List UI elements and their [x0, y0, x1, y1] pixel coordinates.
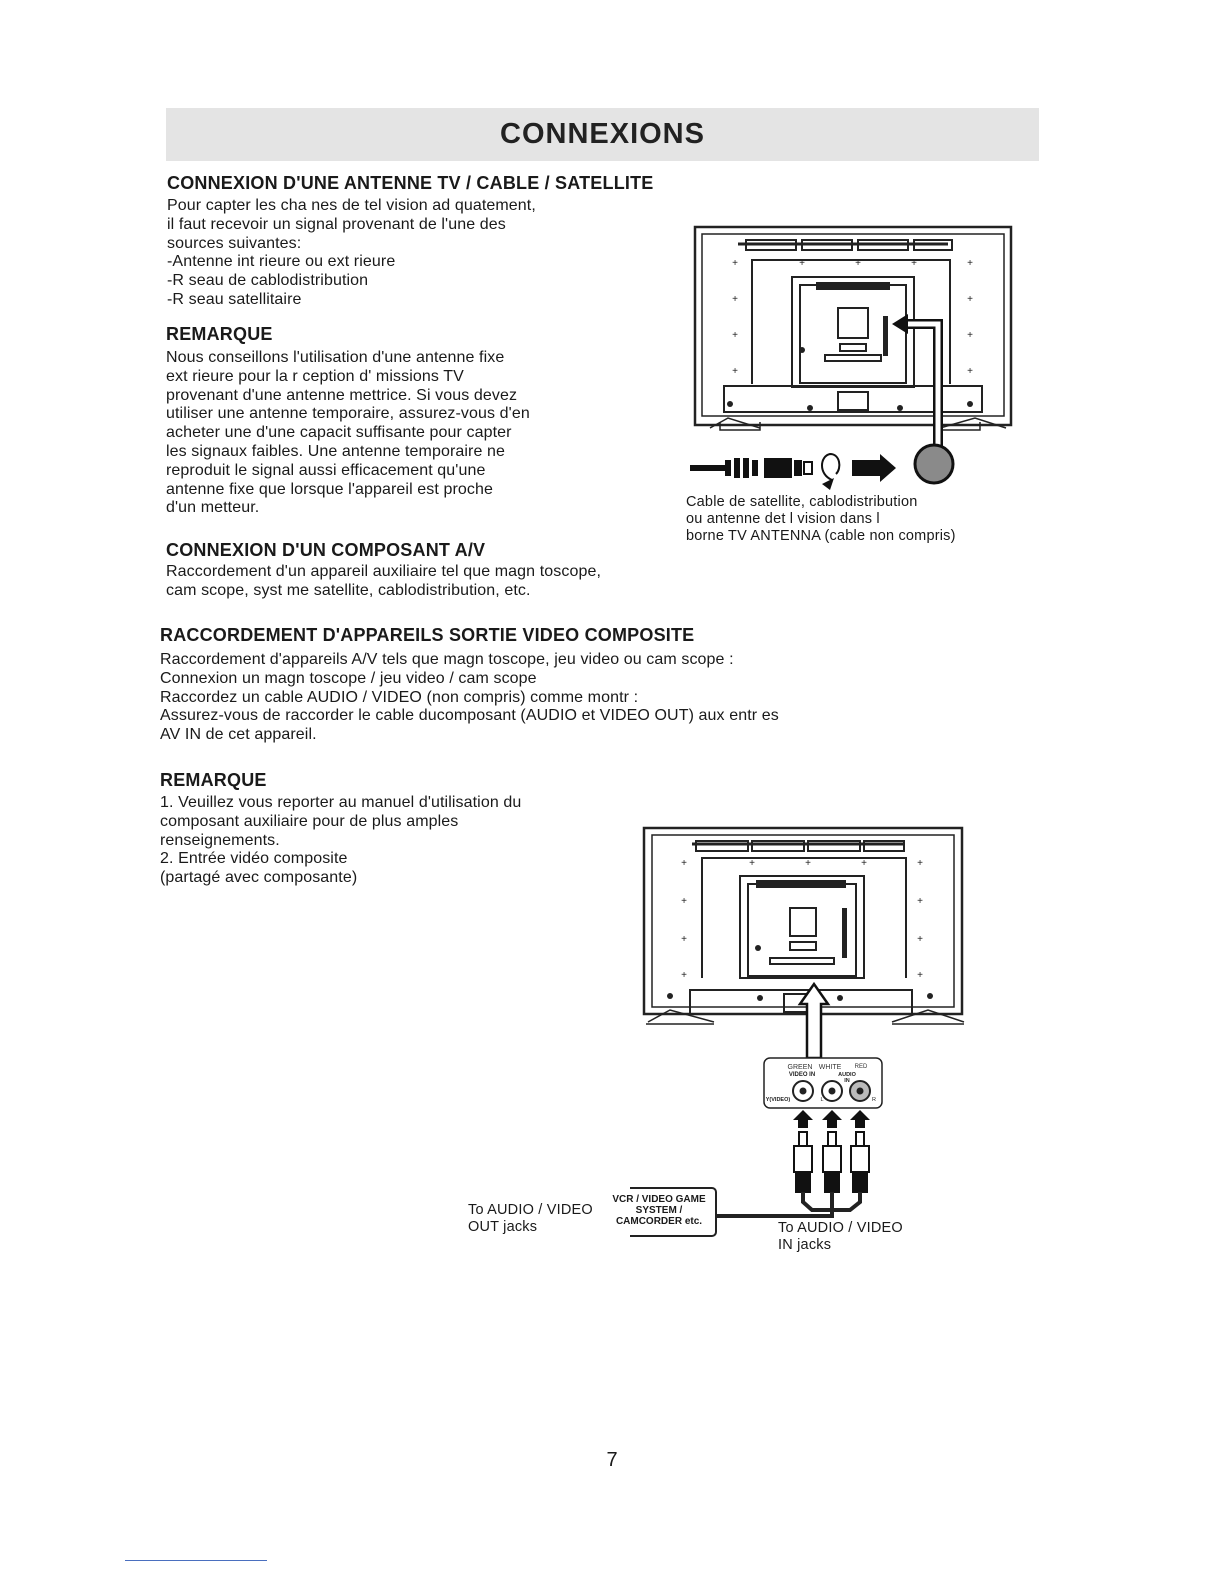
label-line: To AUDIO / VIDEO [778, 1220, 903, 1236]
text-line: d'un metteur. [166, 499, 260, 517]
label-line: OUT jacks [468, 1219, 538, 1235]
svg-text:+: + [805, 858, 811, 869]
white-label: WHITE [818, 1064, 842, 1071]
r-label: R [872, 1097, 876, 1103]
text-line: AV IN de cet appareil. [160, 726, 317, 744]
svg-text:+: + [911, 258, 917, 269]
svg-text:+: + [732, 294, 738, 305]
text-line: les signaux faibles. Une antenne temporaire ne [166, 442, 506, 460]
text-line: 2. Entrée vidéo composite [160, 850, 348, 868]
remark-body [160, 794, 521, 888]
text-line: sources suivantes: [167, 234, 302, 252]
device-line: VCR / VIDEO GAME [612, 1194, 706, 1205]
remark-heading: REMARQUE [166, 324, 273, 344]
text-line: utiliser une antenne temporaire, assurez-vous d'en [166, 405, 530, 423]
text-line: il faut recevoir un signal provenant de l'une des [167, 215, 506, 233]
audio-label: AUDIO [838, 1072, 856, 1078]
text-line: Raccordez un cable AUDIO / VIDEO (non compris) comme montr : [160, 688, 639, 706]
section-body [160, 651, 779, 745]
text-line: Pour capter les cha nes de tel vision ad quatement, [167, 197, 536, 214]
caption-line: ou antenne det l vision dans l [686, 511, 880, 527]
svg-text:+: + [917, 896, 923, 907]
text-line: ext rieure pour la r ception d' missions TV [166, 367, 464, 385]
svg-text:+: + [799, 258, 805, 269]
l-label: L [820, 1097, 824, 1103]
text-line: 1. Veuillez vous reporter au manuel d'utilisation du [160, 794, 522, 811]
svg-text:+: + [917, 934, 923, 945]
section-heading: CONNEXION D'UN COMPOSANT A/V [166, 540, 486, 560]
text-line: Assurez-vous de raccorder le cable ducomposant (AUDIO et VIDEO OUT) aux entr es [160, 707, 779, 725]
device-line: CAMCORDER etc. [615, 1216, 703, 1227]
remark-composite [160, 770, 521, 888]
title-banner [166, 108, 1039, 161]
text-line: -R seau satellitaire [167, 290, 302, 308]
text-line: Connexion un magn toscope / jeu video / cam scope [160, 669, 537, 687]
page-number: 7 [606, 1449, 618, 1471]
device-box-label [602, 1194, 716, 1227]
text-line: provenant d'une antenne mettrice. Si vous devez [166, 386, 518, 404]
out-jacks-label [468, 1202, 593, 1236]
remark-heading: REMARQUE [160, 770, 267, 790]
text-line: -Antenne int rieure ou ext rieure [167, 253, 396, 271]
video-in-label: VIDEO IN [788, 1072, 816, 1078]
svg-text:+: + [681, 934, 687, 945]
tv-composite-diagram [630, 822, 980, 1252]
in-jacks-label [778, 1220, 903, 1254]
svg-text:+: + [681, 896, 687, 907]
text-line: Nous conseillons l'utilisation d'une antenne fixe [166, 349, 505, 366]
svg-text:+: + [967, 258, 973, 269]
svg-text:+: + [917, 858, 923, 869]
red-label: RED [854, 1064, 868, 1070]
section-av-component [166, 540, 601, 601]
svg-text:+: + [732, 366, 738, 377]
remark-antenna [166, 324, 530, 518]
footer-divider [125, 1560, 267, 1561]
section-body [166, 563, 601, 601]
section-heading: RACCORDEMENT D'APPAREILS SORTIE VIDEO COMPOSITE [160, 625, 695, 645]
svg-text:+: + [967, 294, 973, 305]
text-line: Raccordement d'appareils A/V tels que magn toscope, jeu video ou cam scope : [160, 651, 734, 668]
remark-body [166, 349, 530, 518]
tv-antenna-diagram [680, 222, 1020, 492]
section-heading: CONNEXION D'UNE ANTENNE TV / CABLE / SATELLITE [167, 173, 654, 193]
antenna-caption [686, 494, 956, 545]
svg-text:+: + [967, 366, 973, 377]
text-line: reproduit le signal aussi efficacement qu'une [166, 461, 486, 479]
text-line: antenne fixe que lorsque l'appareil est proche [166, 480, 493, 498]
svg-text:+: + [855, 258, 861, 269]
y-video-label: Y(VIDEO) [765, 1097, 791, 1103]
audio-in-label: IN [844, 1078, 850, 1084]
page-title: CONNEXIONS [500, 118, 705, 150]
text-line: composant auxiliaire pour de plus amples [160, 812, 459, 830]
svg-text:+: + [681, 970, 687, 981]
section-antenna [167, 173, 654, 310]
label-line: To AUDIO / VIDEO [468, 1202, 593, 1218]
device-line: SYSTEM / [635, 1205, 683, 1216]
text-line: (partagé avec composante) [160, 869, 358, 887]
section-composite [160, 625, 779, 745]
text-line: -R seau de cablodistribution [167, 272, 369, 290]
label-line: IN jacks [778, 1237, 832, 1253]
text-line: cam scope, syst me satellite, cablodistribution, etc. [166, 581, 531, 599]
svg-text:+: + [917, 970, 923, 981]
text-line: acheter une d'une capacit suffisante pour capter [166, 424, 512, 442]
svg-text:+: + [732, 258, 738, 269]
svg-text:+: + [967, 330, 973, 341]
text-line: Raccordement d'un appareil auxiliaire tel que magn toscope, [166, 563, 601, 580]
svg-text:+: + [681, 858, 687, 869]
green-label: GREEN [787, 1064, 813, 1071]
caption-line: borne TV ANTENNA (cable non compris) [686, 528, 956, 544]
caption-line: Cable de satellite, cablodistribution [686, 494, 918, 510]
svg-text:+: + [749, 858, 755, 869]
svg-text:+: + [861, 858, 867, 869]
svg-text:+: + [732, 330, 738, 341]
text-line: renseignements. [160, 831, 280, 849]
section-body [167, 197, 654, 310]
